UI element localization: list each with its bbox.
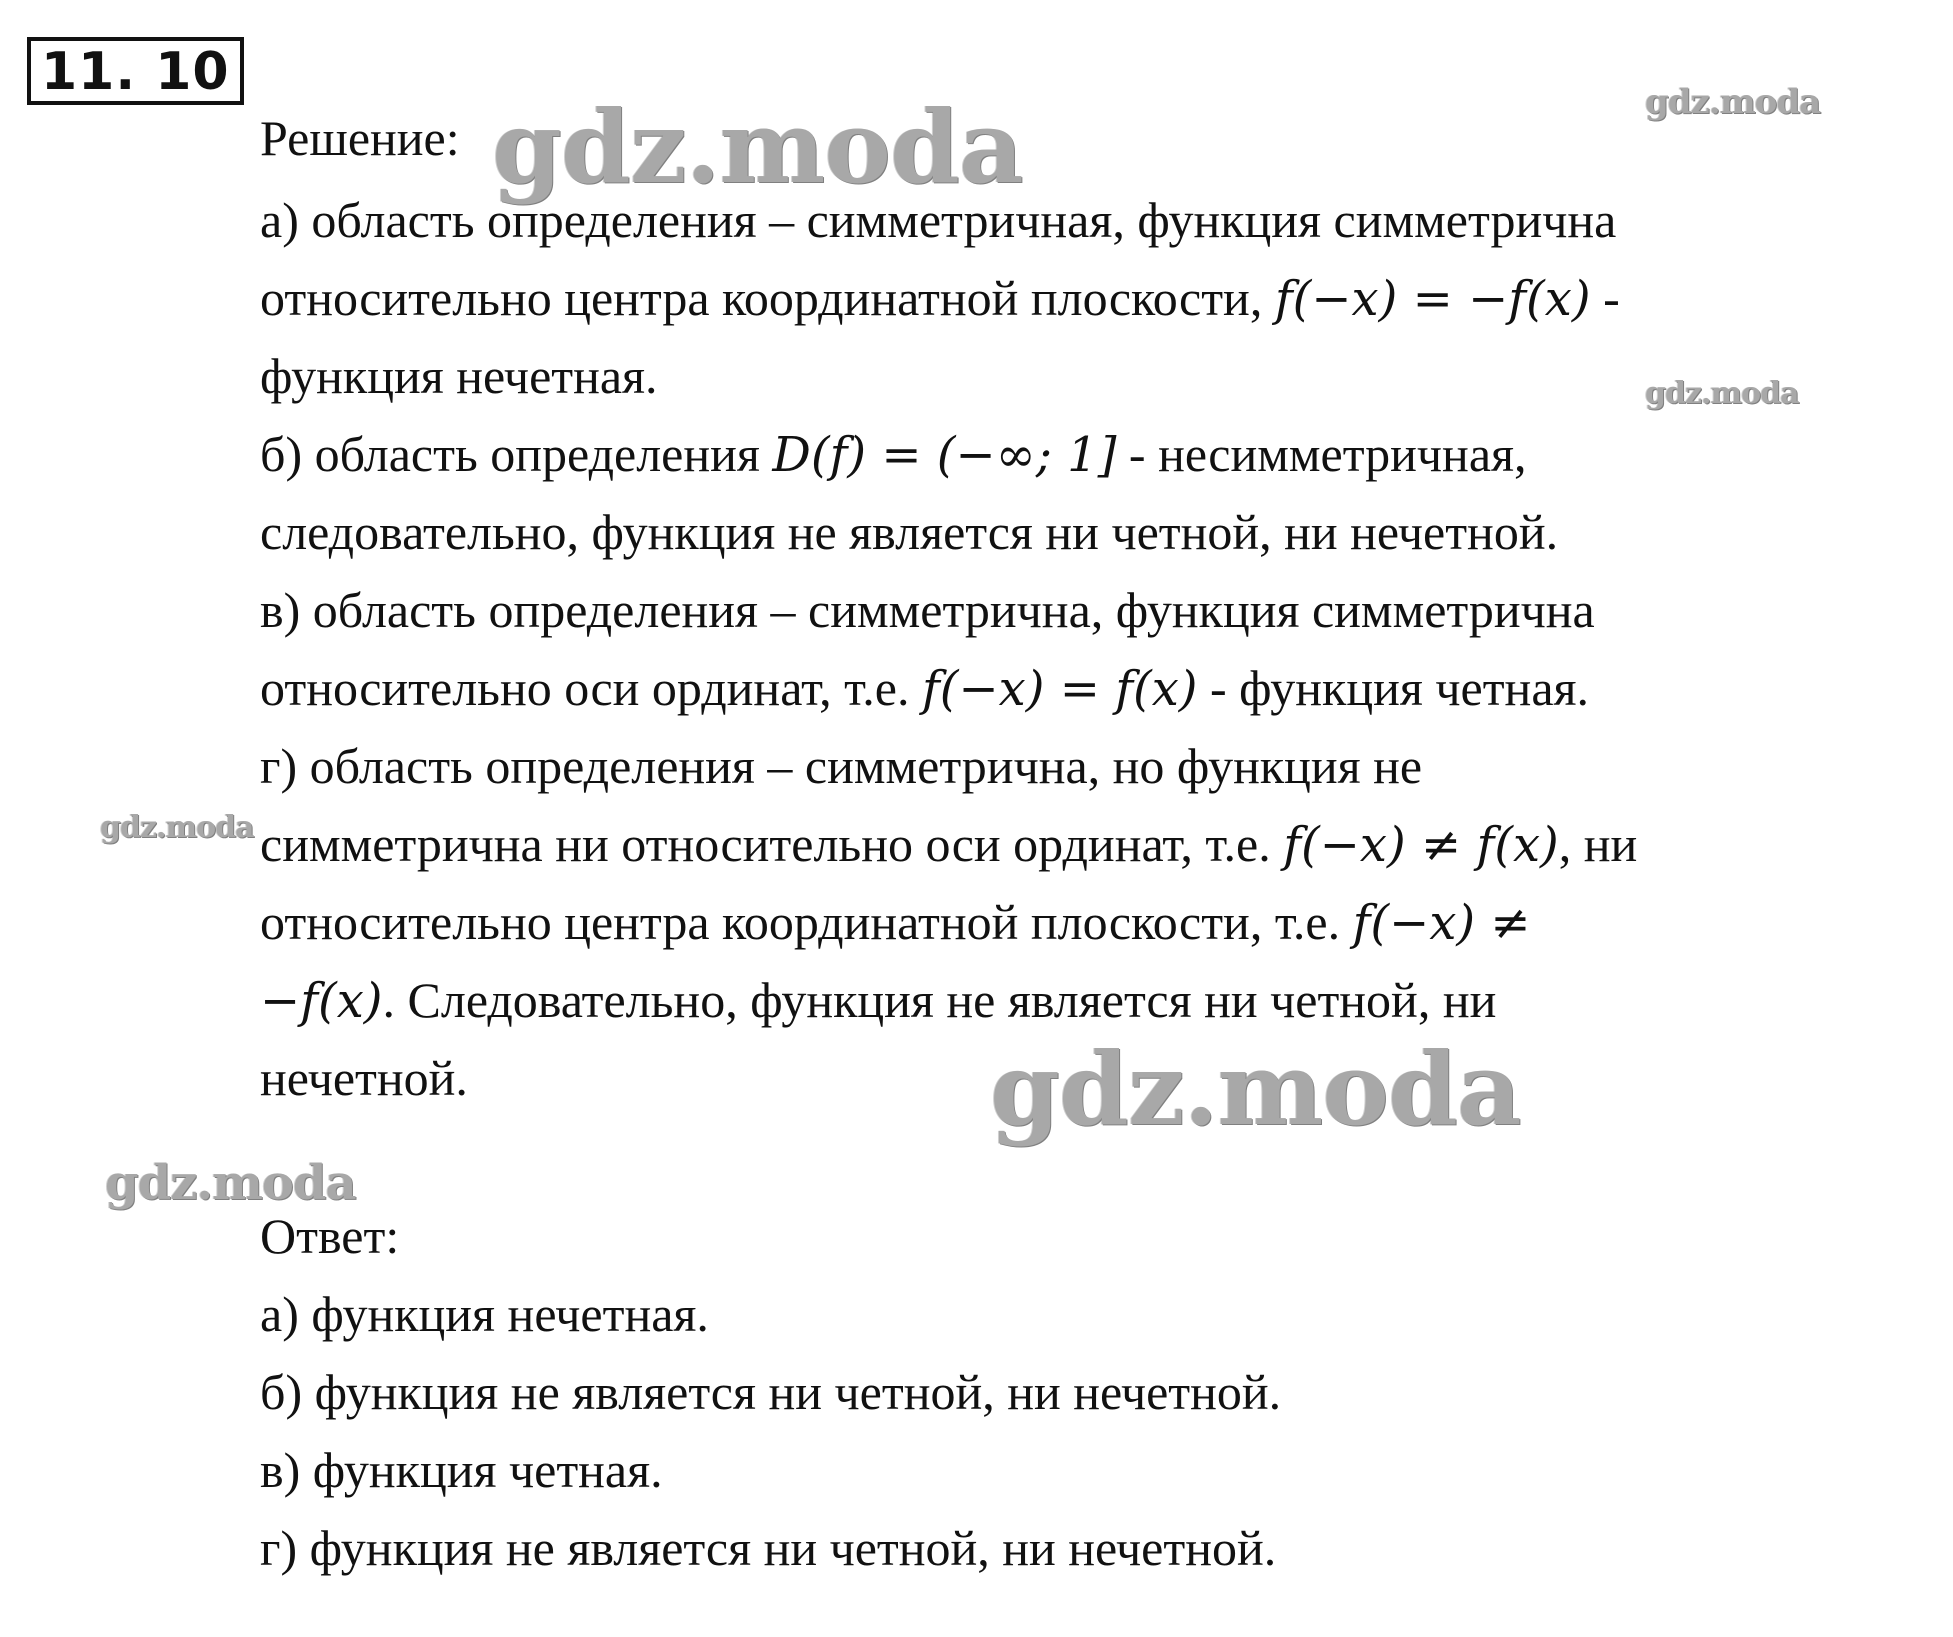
solution-line-4 [260,424,1527,485]
line-text: б) область определения [260,426,773,482]
line-text: , ни [1558,816,1638,872]
line-text: . Следовательно, функция не является ни четной, ни [382,972,1497,1028]
solution-line-6: в) область определения – симметрична, функция симметрична [260,582,1595,638]
watermark-logo: gdz.moda [100,810,254,845]
solution-line-8: г) область определения – симметрична, но функция не [260,738,1423,794]
answer-item-b: б) функция не является ни четной, ни нечетной. [260,1364,1282,1420]
answer-item-g: г) функция не является ни четной, ни нечетной. [260,1520,1277,1576]
line-text: относительно центра координатной плоскости, [260,270,1275,326]
solution-line-7 [260,658,1589,719]
line-text: относительно оси ординат, т.е. [260,660,922,716]
watermark-logo: gdz.moda [105,1155,356,1211]
solution-label: Решение: [260,110,460,166]
solution-line-9 [260,814,1637,875]
formula-odd: f(−x) = −f(x) [1274,271,1591,327]
watermark-logo: gdz.moda [492,88,1023,206]
solution-line-11 [260,970,1496,1031]
solution-line-1: а) область определения – симметричная, функция симметрична [260,192,1617,248]
solution-line-12: нечетной. [260,1050,468,1106]
answer-item-a: а) функция нечетная. [260,1286,709,1342]
answer-item-v: в) функция четная. [260,1442,663,1498]
line-text: - функция четная. [1197,660,1590,716]
line-text: - [1590,270,1620,326]
line-text: симметрична ни относительно оси ординат, т.е. [260,816,1284,872]
solution-line-2 [260,268,1620,329]
formula-neg-f: −f(x) [260,973,383,1029]
formula-domain: D(f) = (−∞; 1] [772,427,1117,483]
solution-line-3: функция нечетная. [260,348,658,404]
line-text: - несимметричная, [1116,426,1527,482]
line-text: относительно центра координатной плоскости, т.е. [260,894,1353,950]
formula-not-even: f(−x) ≠ f(x) [1283,817,1559,873]
answer-label: Ответ: [260,1208,400,1264]
formula-not-odd: f(−x) ≠ [1352,895,1531,951]
formula-even: f(−x) = f(x) [921,661,1198,717]
solution-line-5: следовательно, функция не является ни четной, ни нечетной. [260,504,1559,560]
watermark-logo: gdz.moda [1645,376,1799,411]
problem-number: 11. 10 [27,37,244,105]
solution-line-10 [260,892,1531,953]
watermark-logo: gdz.moda [1645,82,1821,122]
watermark-logo: gdz.moda [990,1030,1521,1148]
